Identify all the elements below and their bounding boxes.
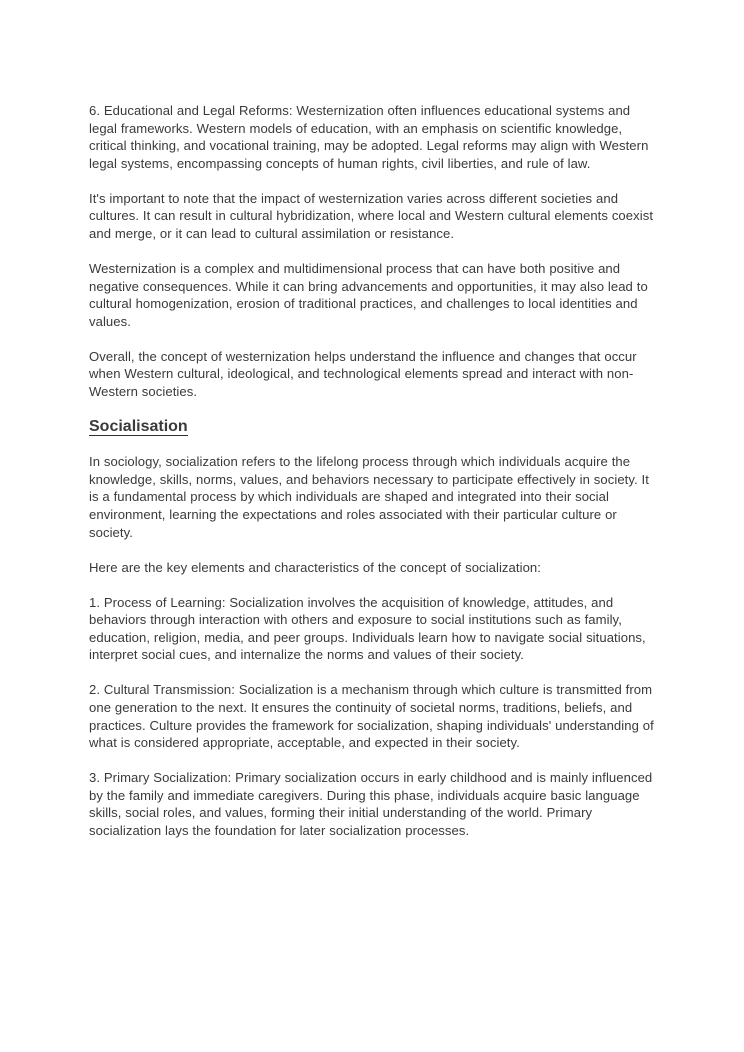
paragraph-cultural-transmission: 2. Cultural Transmission: Socialization is a mechanism through which culture is transmitted from one generation to the next. It ensures the continuity of societal norms, traditions, beliefs, and practices. Culture provides the framework for socialization, shaping individuals' understanding of what is considered appropriate, acceptable, and expected in their society.: [89, 682, 654, 751]
paragraph-educational-legal-reforms: 6. Educational and Legal Reforms: Westernization often influences educational systems and legal frameworks. Western models of education, with an emphasis on scientific knowledge, critical thinking, and vocational training, may be adopted. Legal reforms may align with Western legal systems, encompassing concepts of human rights, civil liberties, and rule of law.: [89, 103, 649, 171]
paragraph-socialization-definition: In sociology, socialization refers to the lifelong process through which individuals acquire the knowledge, skills, norms, values, and behaviors necessary to participate effectively in society. It is a fundamental process by which individuals are shaped and integrated into their social environment, learning the expectations and roles associated with their particular culture or society.: [89, 454, 649, 540]
section-heading-label: Socialisation: [89, 417, 188, 435]
paragraph-process-of-learning: 1. Process of Learning: Socialization involves the acquisition of knowledge, attitudes, and behaviors through interaction with others and exposure to social institutions such as family, education, religion, media, and peer groups. Individuals learn how to navigate social situations, interpret social cues, and internalize the norms and values of their society.: [89, 594, 646, 663]
paragraph-primary-socialization: 3. Primary Socialization: Primary socialization occurs in early childhood and is mainly influenced by the family and immediate caregivers. During this phase, individuals acquire basic language skills, social roles, and values, forming their initial understanding of the world. Primary socialization lays the foundation for later socialization processes.: [89, 770, 653, 838]
paragraph-complex-multidimensional: Westernization is a complex and multidimensional process that can have both positive and negative consequences. While it can bring advancements and opportunities, it may also lead to cultural homogenization, erosion of traditional practices, and challenges to local identities and values.: [89, 260, 648, 329]
section-heading-socialisation: [89, 418, 655, 436]
paragraph-key-elements-intro: Here are the key elements and characteristics of the concept of socialization:: [89, 559, 541, 575]
document-body: [89, 102, 655, 840]
paragraph-overall-concept: Overall, the concept of westernization helps understand the influence and changes that occur when Western cultural, ideological, and technological elements spread and interact with non-Western societies.: [89, 348, 637, 399]
paragraph-impact-varies: It's important to note that the impact of westernization varies across different societies and cultures. It can result in cultural hybridization, where local and Western cultural elements coexist and merge, or it can lead to cultural assimilation or resistance.: [89, 190, 654, 241]
